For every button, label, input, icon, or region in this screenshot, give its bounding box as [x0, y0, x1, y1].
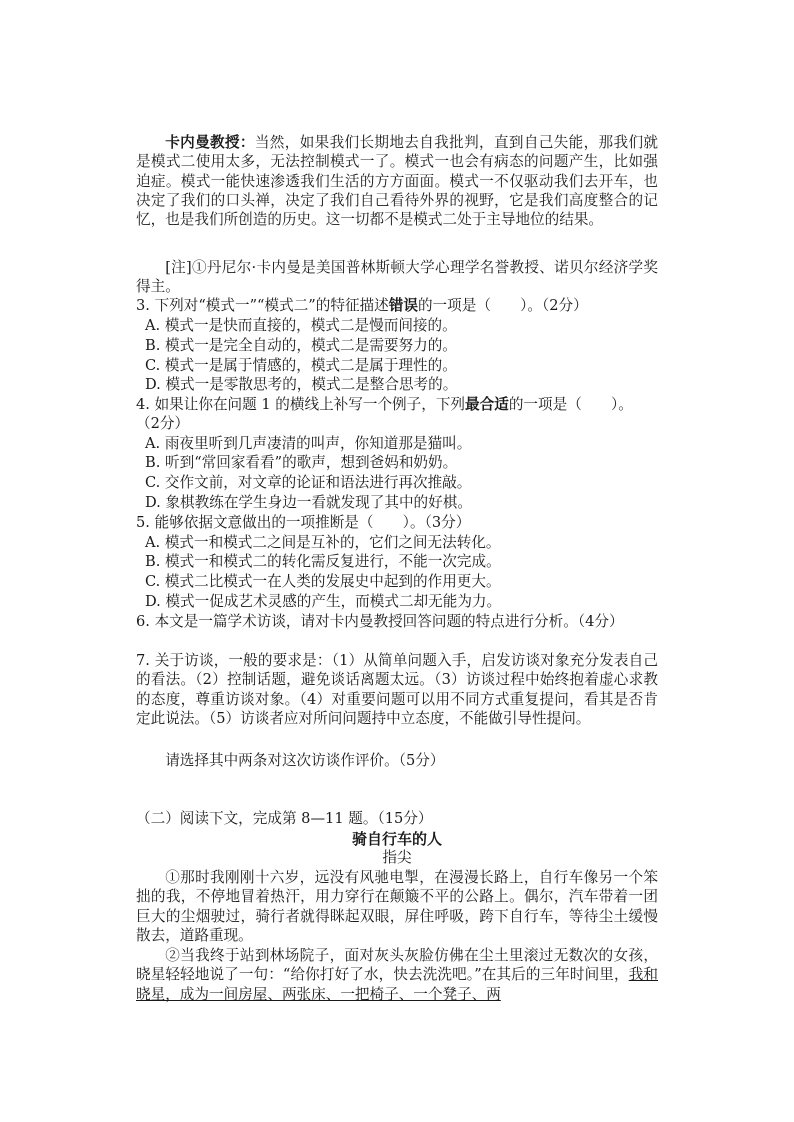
q3-option-c: C. 模式一是属于情感的，模式二是属于理性的。 — [145, 357, 457, 374]
q3-option-d: D. 模式一是零散思考的，模式二是整合思考的。 — [145, 376, 458, 393]
interview-paragraph — [136, 133, 658, 229]
q3-stem-post: 的一项是（ ）。（2分） — [417, 297, 588, 314]
q7-stem: 7. 关于访谈，一般的要求是：（1）从简单问题入手，启发访谈对象充分发表自己的看法。（2）控制话题，避免谈话离题太远。（3）访谈过程中始终抱着虚心求教的态度，尊重访谈对象。（4）对重要问题可以用不同方式重复提问，看其是否肯定此说法。（5）访谈者应对所问问题持中立态度，不能做引导性提问。 — [136, 652, 658, 727]
q7-task: 请选择其中两条对这次访谈作评价。（5分） — [165, 752, 445, 769]
q6-stem: 6. 本文是一篇学术访谈，请对卡内曼教授回答问题的特点进行分析。（4分） — [136, 613, 624, 630]
article-paragraph-2 — [136, 946, 658, 1004]
paragraph-2-text: ②当我终于站到林场院子，面对灰头灰脸仿佛在尘土里滚过无数次的女孩，晓星轻轻地说了一句：“给你打好了水，快去洗洗吧。”在其后的三年时间里， — [136, 947, 658, 984]
article-paragraph-1: ①那时我刚刚十六岁，远没有风驰电掣，在漫漫长路上，自行车像另一个笨拙的我，不停地冒着热汗，用力穿行在颠簸不平的公路上。偶尔，汽车带着一团巨大的尘烟驶过，骑行者就得眯起双眼，屏住呼吸，跨下自行车，等待尘土缓慢散去，道路重现。 — [136, 869, 658, 944]
q5-option-d: D. 模式一促成艺术灵感的产生，而模式二却无能为力。 — [145, 593, 502, 610]
paragraph-2-underlined: 我和晓星，成为一间房屋、两张床、一把椅子、一个凳子、两 — [136, 966, 658, 1003]
section2-heading: （二）阅读下文，完成第 8—11 题。（15分） — [136, 810, 433, 827]
q5-option-b: B. 模式一和模式二的转化需反复进行，不能一次完成。 — [145, 553, 501, 570]
q5-option-c: C. 模式二比模式一在人类的发展史中起到的作用更大。 — [145, 573, 501, 590]
q3-stem — [136, 296, 666, 315]
q3-stem-pre: 3. 下列对“模式一”“模式二”的特征描述 — [136, 297, 389, 314]
q4-option-c: C. 交作文前，对文章的论证和语法进行再次推敲。 — [145, 474, 472, 491]
q4-stem-bold: 最合适 — [465, 396, 509, 413]
q4-option-a: A. 雨夜里听到几声凄清的叫声，你知道那是猫叫。 — [145, 435, 472, 452]
q4-stem-pre: 4. 如果让你在问题 1 的横线上补写一个例子，下列 — [136, 396, 466, 413]
article-author: 指尖 — [382, 849, 412, 866]
q3-option-a: A. 模式一是快而直接的，模式二是慢而间接的。 — [145, 317, 457, 334]
q4-option-d: D. 象棋教练在学生身边一看就发现了其中的好棋。 — [145, 494, 472, 511]
q4-stem-post: 的一项是（ ）。 — [508, 396, 633, 413]
q4-stem — [136, 395, 666, 414]
article-title: 骑自行车的人 — [351, 830, 442, 848]
q5-stem: 5. 能够依据文意做出的一项推断是（ ）。（3分） — [136, 514, 471, 531]
q4-option-b: B. 听到“常回家看看”的歌声，想到爸妈和奶奶。 — [145, 454, 458, 471]
interview-text: 当然，如果我们长期地去自我批判，直到自己失能，那我们就是模式二使用太多，无法控制模式一了。模式一也会有病态的问题产生，比如强迫症。模式一能快速渗透我们生活的方方面面。模式一不仅驱动我们去开车，也决定了我们的口头禅，决定了我们自己看待外界的视野，它是我们高度整合的记忆，也是我们所创造的历史。这一切都不是模式二处于主导地位的结果。 — [136, 134, 658, 229]
footnote: [注]①丹尼尔·卡内曼是美国普林斯顿大学心理学名誉教授、诺贝尔经济学奖得主。 — [136, 259, 658, 296]
q4-score: （2分） — [136, 415, 190, 432]
q3-stem-bold: 错误 — [388, 297, 418, 314]
q3-option-b: B. 模式一是完全自动的，模式二是需要努力的。 — [145, 337, 457, 354]
speaker-label: 卡内曼教授： — [165, 134, 255, 151]
q5-option-a: A. 模式一和模式二之间是互补的，它们之间无法转化。 — [145, 534, 501, 551]
